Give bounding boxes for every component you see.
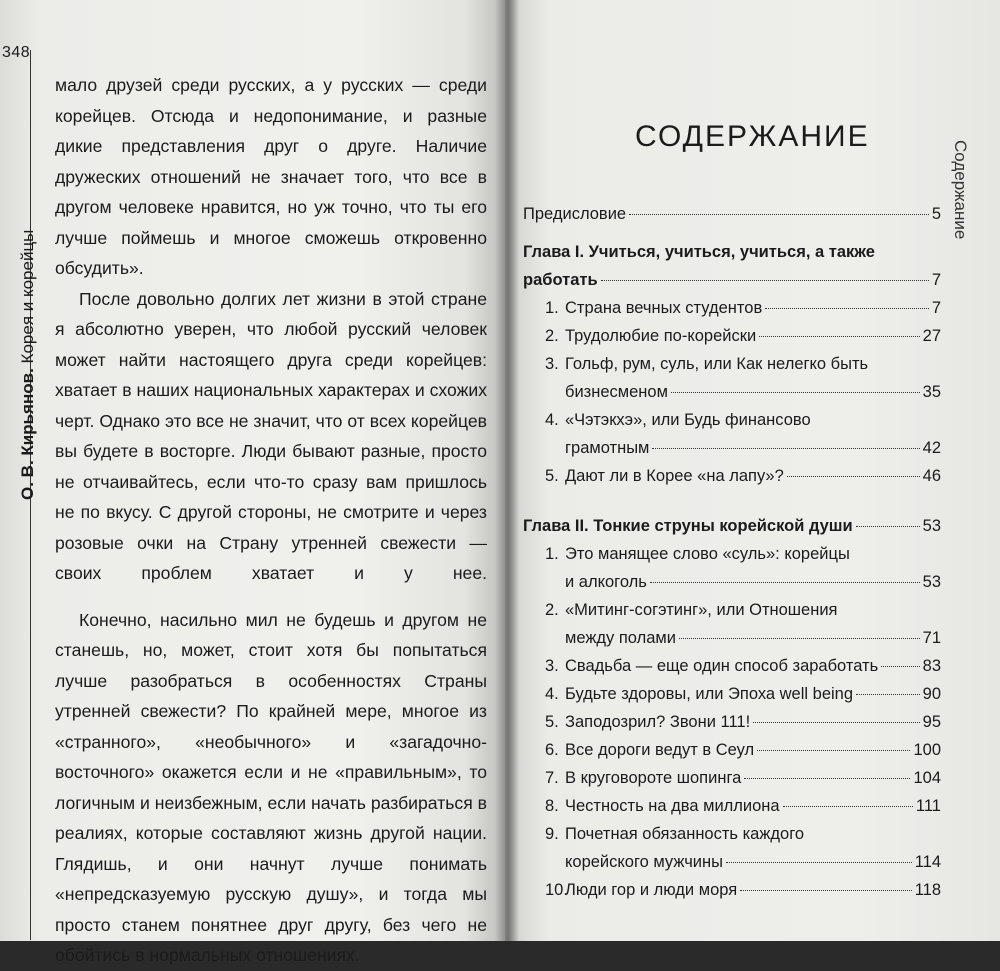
toc-page-number: 104 [913, 769, 941, 787]
toc-item-number: 1. [545, 299, 559, 317]
running-header-author: О. В. Кирьянов. [18, 368, 37, 500]
toc-item-title: Трудолюбие по-корейски [565, 327, 757, 345]
dot-leader [671, 392, 920, 393]
toc-item-title: Будьте здоровы, или Эпоха well being [565, 685, 854, 703]
dot-leader [757, 750, 910, 751]
toc-item[interactable] [523, 596, 941, 652]
toc-item[interactable] [523, 792, 941, 820]
toc-page-number: 100 [913, 741, 941, 759]
toc-page-number: 27 [922, 327, 941, 345]
toc-chapter-2-items [523, 540, 941, 904]
toc-page-number: 83 [922, 657, 941, 675]
toc-item-number: 5. [545, 467, 559, 485]
toc-item-title: В круговороте шопинга [565, 769, 742, 787]
toc-item[interactable] [523, 736, 941, 764]
toc-page-number: 95 [922, 713, 941, 731]
dot-leader [856, 526, 920, 527]
paragraph: мало друзей среди русских, а у русских — среди корейцев. Отсюда и недопонимание, и разные дикие представления друг о друге. Наличие дружеских отношений не значает того, что все в другом человеке нравится, но уж точно, что ты его лучше поймешь и многое сможешь откровенно обсудить». [55, 75, 487, 278]
toc-item[interactable] [523, 764, 941, 792]
dot-leader [679, 638, 920, 639]
toc-item-title-cont: и алкоголь [565, 573, 647, 591]
toc-item[interactable] [523, 708, 941, 736]
toc-item-number: 3. [545, 355, 559, 373]
toc-label: Предисловие [523, 205, 627, 223]
toc-item-title: Гольф, рум, суль, или Как нелегко быть [565, 355, 869, 373]
table-of-contents [523, 200, 941, 904]
body-text [55, 70, 487, 971]
toc-chapter-2[interactable] [523, 512, 941, 540]
toc-item[interactable] [523, 876, 941, 904]
dot-leader [601, 280, 929, 281]
toc-page-number: 90 [922, 685, 941, 703]
toc-page-number: 114 [914, 853, 941, 871]
toc-item-title: Честность на два миллиона [565, 797, 780, 815]
toc-page-number: 53 [922, 517, 941, 535]
toc-item-title: Это манящее слово «суль»: корейцы [565, 545, 850, 563]
toc-item[interactable] [523, 540, 941, 596]
dot-leader [740, 890, 912, 891]
toc-item-number: 6. [545, 741, 559, 759]
toc-item-title-cont: между полами [565, 629, 676, 647]
paragraph: После довольно долгих лет жизни в этой стране я абсолютно уверен, что любой русский человек может найти настоящего друга среди корейцев: хватает в наших национальных характерах и схожих черт. Однако это все не значит, что от всех корейцев вы будете в восторге. Люди бывают разные, просто не отчаивайтесь, если что-то сразу вам пришлось не по вкусу. С другой стороны, не смотрите и через розовые очки на Страну утренней свежести — своих проблем хватает и у нее. [55, 288, 487, 583]
toc-item[interactable] [523, 322, 941, 350]
dot-leader [787, 476, 920, 477]
toc-page-number: 7 [931, 271, 941, 289]
running-header [18, 230, 38, 500]
toc-preface[interactable] [523, 200, 941, 228]
toc-chapter-1[interactable] [523, 238, 941, 294]
toc-item[interactable] [523, 680, 941, 708]
toc-item[interactable] [523, 406, 941, 462]
running-header-right: Содержание [951, 140, 970, 240]
toc-item-number: 3. [545, 657, 559, 675]
toc-item[interactable] [523, 350, 941, 406]
toc-page-number: 5 [931, 205, 941, 223]
toc-chapter-title-cont: работать [523, 271, 598, 289]
toc-item-number: 8. [545, 797, 559, 815]
dot-leader [753, 722, 919, 723]
toc-item-number: 4. [545, 411, 559, 429]
toc-item[interactable] [523, 462, 941, 490]
toc-item-title: «Митинг-согэтинг», или Отношения [565, 601, 838, 619]
dot-leader [881, 666, 919, 667]
toc-page-number: 53 [922, 573, 941, 591]
toc-item-title: Свадьба — еще один способ заработать [565, 657, 879, 675]
toc-item-title-cont: бизнесменом [565, 383, 668, 401]
toc-item-title-cont: грамотным [565, 439, 650, 457]
toc-item[interactable] [523, 820, 941, 876]
dot-leader [650, 582, 920, 583]
toc-item-number: 10. [545, 881, 568, 899]
toc-item-title: Люди гор и люди моря [565, 881, 738, 899]
toc-chapter-title: Глава II. Тонкие струны корейской души [523, 517, 853, 535]
dot-leader [856, 694, 920, 695]
dot-leader [759, 336, 919, 337]
running-header-title: Корея и корейцы [18, 229, 37, 364]
right-page [505, 0, 1000, 941]
toc-item-number: 1. [545, 545, 559, 563]
toc-page-number: 7 [931, 299, 941, 317]
dot-leader [629, 214, 929, 215]
dot-leader [652, 448, 919, 449]
toc-page-number: 118 [914, 881, 941, 899]
toc-item-number: 4. [545, 685, 559, 703]
toc-item[interactable] [523, 294, 941, 322]
toc-item-number: 9. [545, 825, 559, 843]
toc-page-number: 111 [915, 797, 941, 815]
toc-page-number: 42 [922, 439, 941, 457]
dot-leader [765, 308, 929, 309]
toc-page-number: 35 [922, 383, 941, 401]
page-number: 348 [2, 44, 31, 61]
toc-item-title: Страна вечных студентов [565, 299, 763, 317]
page-title: СОДЕРЖАНИЕ [635, 120, 870, 153]
toc-item-title: Заподозрил? Звони 111! [565, 713, 751, 731]
toc-item-title: Дают ли в Корее «на лапу»? [565, 467, 784, 485]
toc-page-number: 71 [922, 629, 941, 647]
dot-leader [783, 806, 913, 807]
toc-item-number: 7. [545, 769, 559, 787]
toc-item-title: «Чэтэкхэ», или Будь финансово [565, 411, 811, 429]
toc-item-title-cont: корейского мужчины [565, 853, 723, 871]
toc-page-number: 46 [922, 467, 941, 485]
dot-leader [726, 862, 912, 863]
paragraph: Конечно, насильно мил не будешь и другом не станешь, но, может, стоит хотя бы попытаться лучше разобраться в особенностях Страны утренней свежести? По крайней мере, многое из «странного», «необычного» и «загадочно-восточного» окажется если и не «правильным», то логичным и неизбежным, если начать разбираться в реалиях, которые составляют жизнь другой нации. Глядишь, и они начнут лучше понимать «непредсказуемую русскую душу», и тогда мы просто станем понятнее друг другу, без чего не обойтись в нормальных отношениях. [55, 609, 487, 965]
toc-item-number: 2. [545, 327, 559, 345]
toc-item[interactable] [523, 652, 941, 680]
dot-leader [744, 778, 910, 779]
toc-item-number: 2. [545, 601, 559, 619]
toc-item-number: 5. [545, 713, 559, 731]
toc-item-title: Все дороги ведут в Сеул [565, 741, 755, 759]
toc-chapter-1-items [523, 294, 941, 490]
toc-chapter-title: Глава I. Учиться, учиться, учиться, а также [523, 243, 875, 261]
toc-item-title: Почетная обязанность каждого [565, 825, 805, 843]
